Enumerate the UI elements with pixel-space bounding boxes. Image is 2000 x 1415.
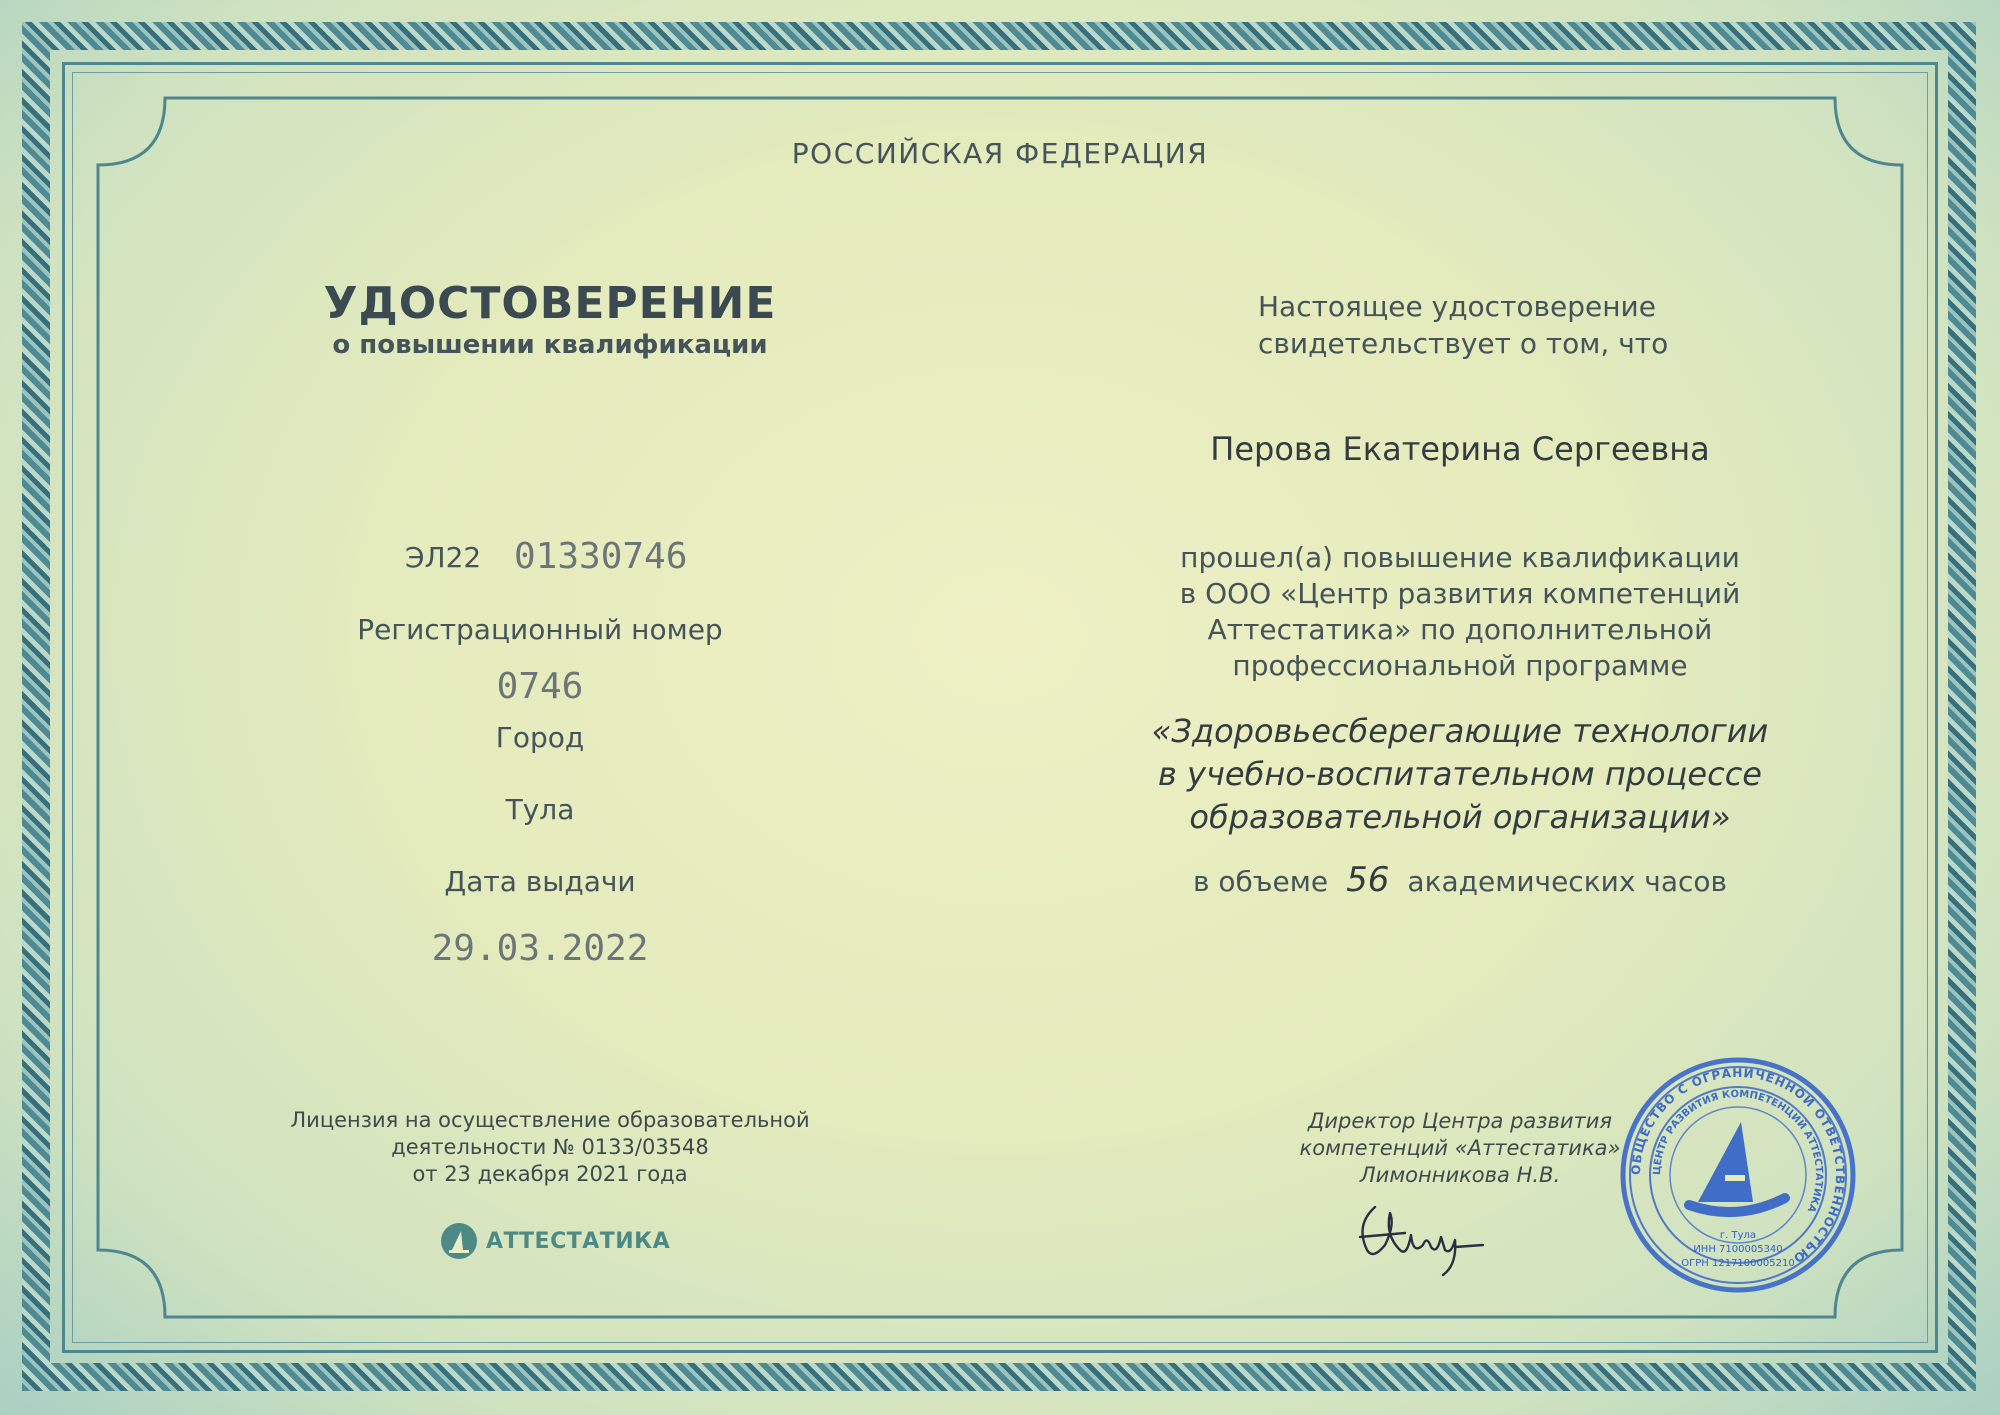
volume-prefix: в объеме (1192, 865, 1329, 898)
logo-text: АТТЕСТАТИКА (486, 1228, 671, 1254)
program-line: «Здоровьесберегающие технологии (1151, 712, 1769, 750)
seal-inner-ring-text: ЦЕНТР РАЗВИТИЯ КОМПЕТЕНЦИЙ АТТЕСТАТИКА (1651, 1088, 1825, 1214)
completion-line: прошел(а) повышение квалификации (1180, 541, 1740, 574)
city-value: Тула (505, 793, 575, 826)
intro-text (1160, 288, 1760, 362)
license-info (250, 1107, 850, 1188)
director-line: Лимонникова Н.В. (1359, 1163, 1561, 1187)
seal-city: г. Тула (1719, 1230, 1757, 1241)
issue-date-label: Дата выдачи (444, 865, 636, 898)
company-seal (1613, 1050, 1863, 1300)
intro-line: свидетельствует о том, что (1258, 327, 1669, 360)
director-line: компетенций «Аттестатика» (1299, 1136, 1621, 1160)
country-label: РОССИЙСКАЯ ФЕДЕРАЦИЯ (791, 137, 1209, 170)
intro-line: Настоящее удостоверение (1258, 290, 1656, 323)
completion-line: Аттестатика» по дополнительной (1207, 613, 1713, 646)
program-title (1110, 710, 1810, 839)
license-line: деятельности № 0133/03548 (391, 1135, 709, 1159)
completion-text (1110, 540, 1810, 684)
certificate-subtitle: о повышении квалификации (332, 330, 768, 360)
certificate-title: УДОСТОВЕРЕНИЕ (323, 278, 777, 329)
serial-prefix: ЭЛ22 (405, 541, 482, 574)
volume-suffix: академических часов (1407, 865, 1728, 898)
attestatika-logo-icon (440, 1222, 478, 1260)
attestatika-logo (440, 1222, 670, 1260)
license-line: от 23 декабря 2021 года (412, 1162, 688, 1186)
license-line: Лицензия на осуществление образовательной (290, 1108, 810, 1132)
seal-inn: ИНН 7100005340 (1693, 1244, 1783, 1255)
volume-text (1110, 860, 1810, 900)
issue-date: 29.03.2022 (431, 928, 649, 969)
program-line: в учебно-воспитательном процессе (1158, 755, 1762, 793)
registration-number: 0746 (496, 666, 584, 707)
completion-line: профессиональной программе (1232, 649, 1688, 682)
director-line: Директор Центра развития (1307, 1109, 1613, 1133)
city-label: Город (495, 721, 585, 754)
seal-ring-text: ОБЩЕСТВО С ОГРАНИЧЕННОЙ ОТВЕТСТВЕННОСТЬЮ (1628, 1065, 1848, 1266)
seal-ogrn: ОГРН 1217100005210 (1681, 1258, 1795, 1269)
completion-line: в ООО «Центр развития компетенций (1179, 577, 1741, 610)
recipient-name: Перова Екатерина Сергеевна (1210, 430, 1710, 468)
serial-number: 01330746 (514, 536, 688, 577)
program-line: образовательной организации» (1189, 798, 1731, 836)
registration-label: Регистрационный номер (357, 613, 723, 646)
director-signature (1345, 1195, 1545, 1285)
hours-value: 56 (1346, 860, 1390, 900)
